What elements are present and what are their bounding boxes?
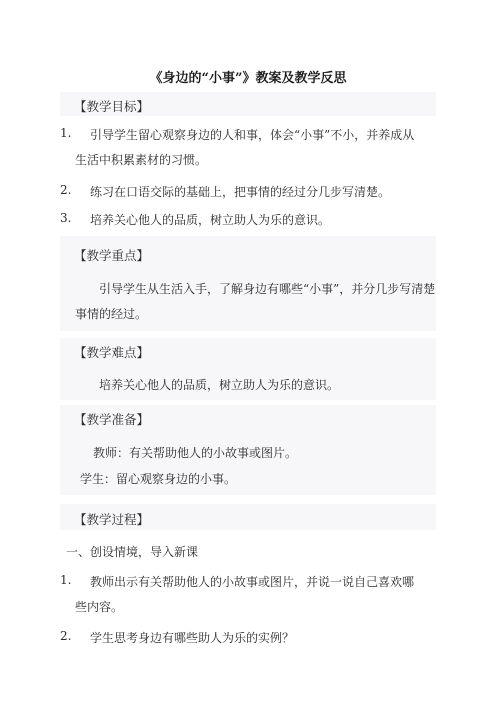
- preparation-heading: 【教学准备】: [74, 412, 150, 427]
- objective-1-number: 1.: [60, 126, 72, 140]
- objective-3-line1: 培养关心他人的品质，树立助人为乐的意识。: [90, 213, 331, 227]
- objective-1-line1: 引导学生留心观察身边的人和事，体会“小事”不小，并养成从: [90, 128, 415, 142]
- key-points-line2: 事情的经过。: [75, 307, 148, 321]
- document-title: 《身边的“小事”》教案及教学反思: [149, 71, 347, 86]
- process-2-number: 2.: [60, 629, 72, 643]
- process-2-line1: 学生思考身边有哪些助人为乐的实例？: [90, 631, 295, 645]
- process-section-1: 一、创设情境，导入新课: [66, 545, 199, 559]
- process-1-line1: 教师出示有关帮助他人的小故事或图片，并说一说自己喜欢哪: [90, 575, 415, 589]
- difficulty-heading: 【教学难点】: [74, 345, 150, 360]
- process-1-number: 1.: [60, 573, 72, 587]
- objectives-heading: 【教学目标】: [74, 99, 150, 114]
- preparation-student: 学生：留心观察身边的小事。: [80, 472, 237, 486]
- difficulty-line1: 培养关心他人的品质，树立助人为乐的意识。: [99, 378, 340, 392]
- objective-3-number: 3.: [60, 211, 72, 225]
- process-1-line2: 些内容。: [75, 600, 124, 614]
- objective-1-line2: 生活中积累素材的习惯。: [75, 153, 208, 167]
- preparation-teacher: 教师：有关帮助他人的小故事或图片。: [93, 446, 298, 460]
- objective-2-number: 2.: [60, 183, 72, 197]
- key-points-heading: 【教学重点】: [74, 248, 150, 263]
- process-heading: 【教学过程】: [74, 512, 150, 527]
- objective-2-line1: 练习在口语交际的基础上，把事情的经过分几步写清楚。: [90, 185, 391, 199]
- key-points-line1: 引导学生从生活入手，了解身边有哪些“小事”，并分几步写清楚: [99, 282, 436, 296]
